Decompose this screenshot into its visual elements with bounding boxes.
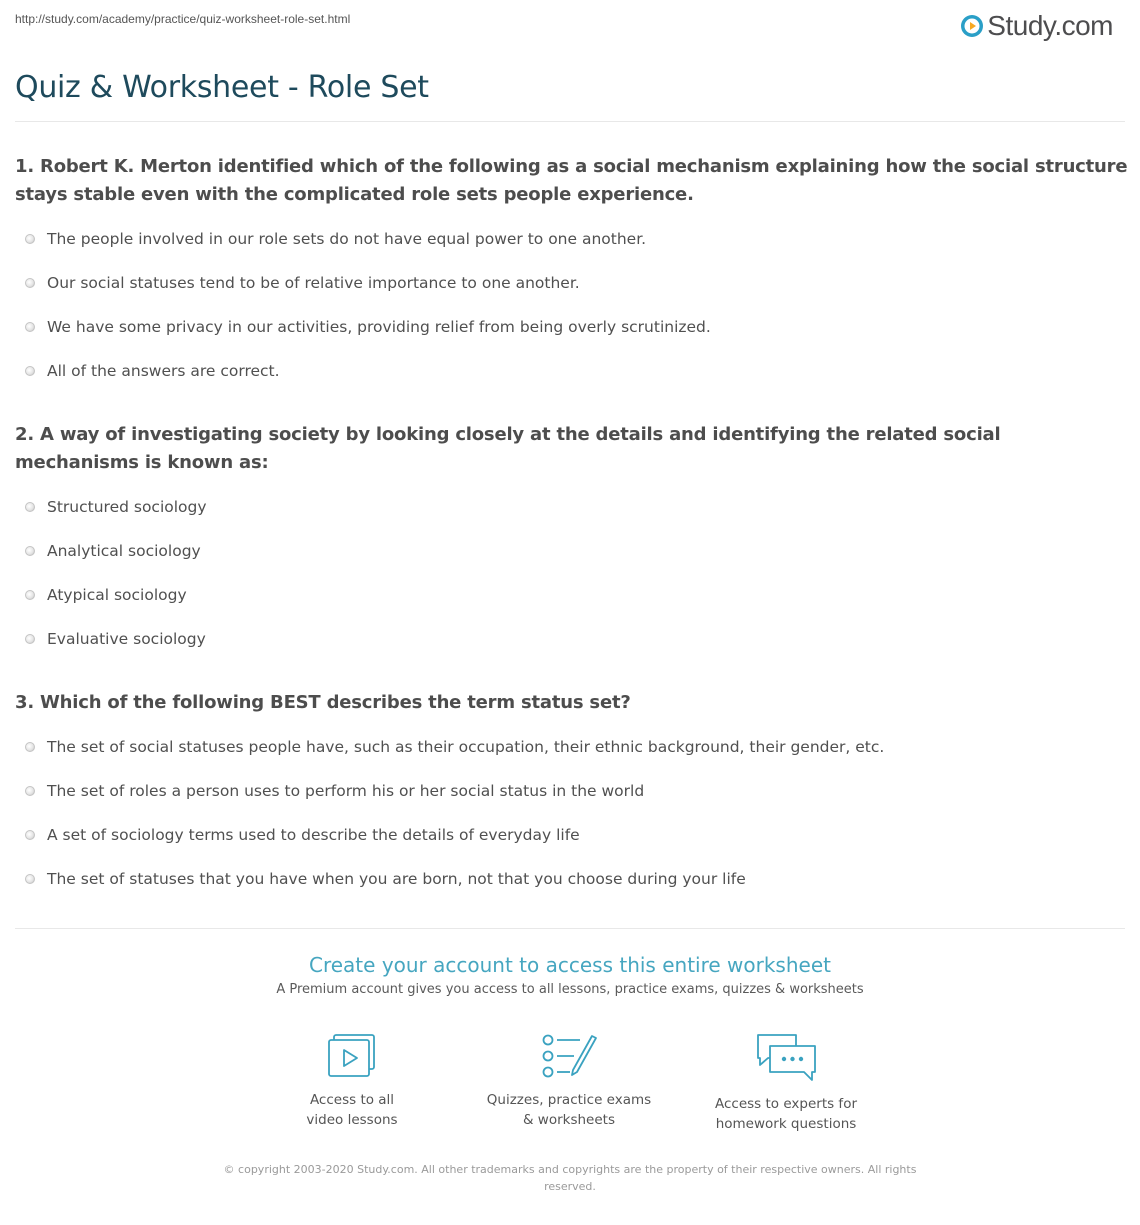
radio-button[interactable] xyxy=(25,234,35,244)
radio-button[interactable] xyxy=(25,278,35,288)
answer-text: Atypical sociology xyxy=(47,586,187,604)
feature-label-line2: & worksheets xyxy=(522,1112,615,1128)
answer-text: All of the answers are correct. xyxy=(47,362,280,380)
answer-text: A set of sociology terms used to describe the details of everyday life xyxy=(47,826,580,844)
play-logo-icon xyxy=(960,14,984,38)
radio-button[interactable] xyxy=(25,874,35,884)
feature-label-line1: Access to experts for xyxy=(714,1096,857,1112)
question-3 xyxy=(15,689,1130,901)
answer-option[interactable] xyxy=(15,217,1130,261)
cta-title-link[interactable]: Create your account to access this entire worksheet xyxy=(309,953,831,977)
answer-option[interactable] xyxy=(15,617,1130,661)
feature-experts xyxy=(686,1032,886,1134)
page-url[interactable]: http://study.com/academy/practice/quiz-worksheet-role-set.html xyxy=(15,12,351,26)
answer-option[interactable] xyxy=(15,725,1130,769)
feature-label xyxy=(469,1090,669,1130)
feature-label xyxy=(252,1090,452,1130)
radio-button[interactable] xyxy=(25,786,35,796)
answer-text: Analytical sociology xyxy=(47,542,201,560)
copyright-line2: reserved. xyxy=(544,1180,596,1193)
question-text: 2. A way of investigating society by looking closely at the details and identifying the related social mechanisms is known as: xyxy=(15,424,1001,473)
feature-label-line1: Access to all xyxy=(309,1092,395,1108)
copyright-notice xyxy=(210,1161,930,1195)
radio-button[interactable] xyxy=(25,742,35,752)
logo-wordmark: Study.com xyxy=(987,10,1113,41)
answer-option[interactable] xyxy=(15,305,1130,349)
answer-text: The set of statuses that you have when you are born, not that you choose during your life xyxy=(47,870,746,888)
answer-option[interactable] xyxy=(15,813,1130,857)
answer-text: Evaluative sociology xyxy=(47,630,206,648)
answer-text: Our social statuses tend to be of relative importance to one another. xyxy=(47,274,580,292)
answer-list xyxy=(15,217,1130,393)
copyright-line1: © copyright 2003-2020 Study.com. All other trademarks and copyrights are the property of their respective owners. All rights xyxy=(223,1163,917,1176)
cta-divider xyxy=(15,928,1125,929)
answer-text: The set of social statuses people have, such as their occupation, their ethnic background, their gender, etc. xyxy=(47,738,885,756)
chat-bubbles-icon xyxy=(754,1032,818,1084)
radio-button[interactable] xyxy=(25,590,35,600)
feature-label xyxy=(686,1094,886,1134)
feature-quizzes xyxy=(469,1032,669,1130)
feature-label-line2: homework questions xyxy=(715,1116,857,1132)
answer-text: The set of roles a person uses to perform his or her social status in the world xyxy=(47,782,645,800)
answer-option[interactable] xyxy=(15,261,1130,305)
radio-button[interactable] xyxy=(25,322,35,332)
page-title: Quiz & Worksheet - Role Set xyxy=(15,70,429,105)
cta-subtitle: A Premium account gives you access to all lessons, practice exams, quizzes & worksheets xyxy=(276,982,864,997)
answer-option[interactable] xyxy=(15,769,1130,813)
title-divider xyxy=(15,121,1125,122)
answer-option[interactable] xyxy=(15,529,1130,573)
radio-button[interactable] xyxy=(25,830,35,840)
question-2 xyxy=(15,421,1130,661)
radio-button[interactable] xyxy=(25,502,35,512)
study-logo[interactable] xyxy=(960,12,1113,40)
answer-text: The people involved in our role sets do not have equal power to one another. xyxy=(47,230,647,248)
answer-option[interactable] xyxy=(15,573,1130,617)
feature-label-line1: Quizzes, practice exams xyxy=(486,1092,652,1108)
question-1 xyxy=(15,153,1130,393)
feature-video-lessons xyxy=(252,1032,452,1130)
answer-text: Structured sociology xyxy=(47,498,207,516)
radio-button[interactable] xyxy=(25,546,35,556)
question-text: 1. Robert K. Merton identified which of the following as a social mechanism explaining how the social structure stays stable even with the complicated role sets people experience. xyxy=(15,156,1128,205)
feature-label-line2: video lessons xyxy=(306,1112,398,1128)
answer-list xyxy=(15,725,1130,901)
video-lessons-icon xyxy=(325,1032,379,1080)
answer-option[interactable] xyxy=(15,857,1130,901)
cta-section xyxy=(0,952,1140,997)
radio-button[interactable] xyxy=(25,366,35,376)
question-text: 3. Which of the following BEST describes the term status set? xyxy=(15,692,631,713)
quiz-checklist-icon xyxy=(540,1032,598,1080)
answer-text: We have some privacy in our activities, providing relief from being overly scrutinized. xyxy=(47,318,711,336)
radio-button[interactable] xyxy=(25,634,35,644)
answer-option[interactable] xyxy=(15,349,1130,393)
top-bar xyxy=(15,12,1125,42)
answer-option[interactable] xyxy=(15,485,1130,529)
answer-list xyxy=(15,485,1130,661)
